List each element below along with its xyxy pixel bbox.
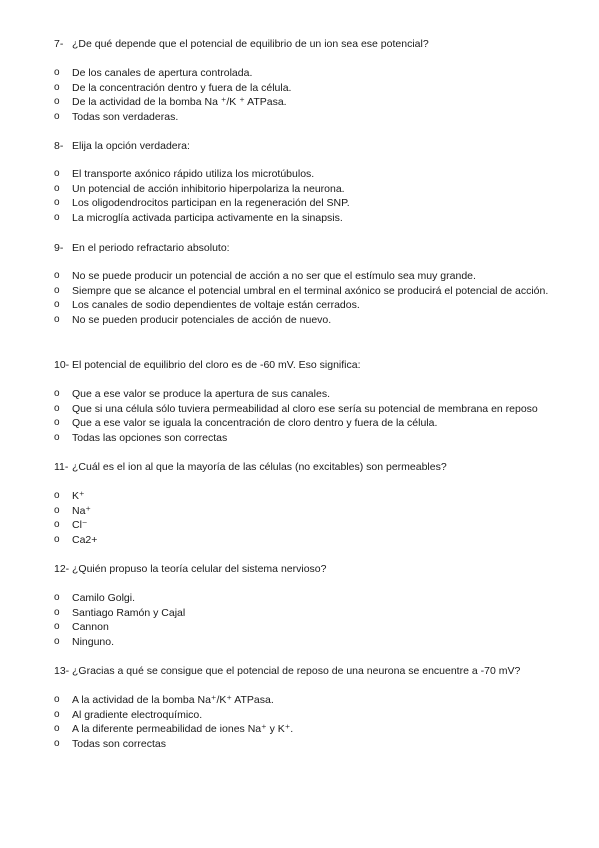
option-item (54, 489, 564, 504)
bullet-icon: o (54, 519, 60, 531)
bullet-icon: o (54, 182, 60, 194)
option-item (54, 591, 564, 606)
option-item (54, 298, 564, 313)
question-11 (54, 460, 564, 474)
option-item (54, 693, 564, 708)
question-number: 8- (54, 140, 64, 152)
option-text: De la actividad de la bomba Na ⁺/K ⁺ ATPasa. (72, 96, 287, 109)
question-number: 7- (54, 38, 64, 50)
option-item (54, 269, 564, 284)
option-text: Ninguno. (72, 635, 115, 648)
option-text: Al gradiente electroquímico. (72, 708, 203, 721)
option-item (54, 387, 564, 402)
option-text: La microglía activada participa activamente en la sinapsis. (72, 211, 343, 224)
bullet-icon: o (54, 67, 60, 78)
bullet-icon: o (54, 490, 60, 501)
option-item (54, 211, 564, 226)
bullet-icon: o (54, 284, 60, 296)
option-text: De los canales de apertura controlada. (72, 67, 253, 79)
option-item (54, 167, 564, 182)
option-item (54, 518, 564, 533)
bullet-icon: o (54, 621, 60, 633)
bullet-icon: o (54, 533, 60, 545)
question-text: ¿Gracias a qué se consigue que el potencial de reposo de una neurona se encuentre a -70 mV? (72, 665, 521, 677)
bullet-icon: o (54, 270, 60, 281)
bullet-icon: o (54, 504, 60, 516)
option-item (54, 402, 564, 417)
option-text: Ca2+ (72, 533, 98, 546)
option-text: A la actividad de la bomba Na⁺/K⁺ ATPasa. (72, 694, 274, 706)
bullet-icon: o (54, 417, 60, 429)
bullet-icon: o (54, 708, 60, 720)
question-9 (54, 241, 564, 255)
question-13 (54, 664, 564, 678)
option-text: Que a ese valor se produce la apertura de sus canales. (72, 388, 330, 400)
bullet-icon: o (54, 431, 60, 443)
option-item (54, 635, 564, 650)
bullet-icon: o (54, 694, 60, 705)
option-item (54, 620, 564, 635)
options-list-8 (54, 167, 564, 225)
question-text: En el periodo refractario absoluto: (72, 242, 230, 254)
option-item (54, 431, 564, 446)
option-text: A la diferente permeabilidad de iones Na⁺ y K⁺. (72, 723, 294, 736)
bullet-icon: o (54, 592, 60, 603)
options-list-7 (54, 66, 564, 124)
bullet-icon: o (54, 402, 60, 414)
question-text: Elija la opción verdadera: (72, 140, 190, 152)
question-7 (54, 37, 564, 51)
question-12 (54, 562, 564, 576)
option-text: Los oligodendrocitos participan en la regeneración del SNP. (72, 197, 350, 210)
question-number: 11- (54, 461, 69, 473)
option-item (54, 110, 564, 125)
option-item (54, 504, 564, 519)
option-item (54, 708, 564, 723)
option-text: Los canales de sodio dependientes de voltaje están cerrados. (72, 299, 360, 312)
bullet-icon: o (54, 211, 60, 223)
options-list-9 (54, 269, 564, 327)
option-item (54, 606, 564, 621)
bullet-icon: o (54, 81, 60, 93)
option-text: Un potencial de acción inhibitorio hiperpolariza la neurona. (72, 182, 345, 195)
question-text: El potencial de equilibrio del cloro es de -60 mV. Eso significa: (72, 359, 361, 371)
option-text: Todas son verdaderas. (72, 110, 179, 123)
option-item (54, 81, 564, 96)
option-text: Cl⁻ (72, 519, 88, 532)
bullet-icon: o (54, 606, 60, 618)
option-item (54, 416, 564, 431)
options-list-12 (54, 591, 564, 649)
option-item (54, 182, 564, 197)
question-number: 12- (54, 563, 70, 575)
option-item (54, 722, 564, 737)
question-number: 13- (54, 665, 70, 677)
option-text: Que si una célula sólo tuviera permeabilidad al cloro ese sería su potencial de membrana en reposo (72, 402, 538, 415)
bullet-icon: o (54, 96, 60, 108)
question-number: 10- (54, 359, 70, 371)
option-text: Que a ese valor se iguala la concentración de cloro dentro y fuera de la célula. (72, 417, 438, 430)
options-list-13 (54, 693, 564, 751)
options-list-11 (54, 489, 564, 547)
bullet-icon: o (54, 299, 60, 311)
option-text: Todas las opciones son correctas (72, 431, 228, 444)
option-text: Cannon (72, 621, 109, 634)
question-number: 9- (54, 242, 64, 254)
option-text: No se pueden producir potenciales de acción de nuevo. (72, 313, 332, 326)
bullet-icon: o (54, 635, 60, 647)
option-text: No se puede producir un potencial de acción a no ser que el estímulo sea muy grande. (72, 270, 476, 282)
option-item (54, 66, 564, 81)
question-8 (54, 139, 564, 153)
bullet-icon: o (54, 110, 60, 122)
option-text: Todas son correctas (72, 737, 166, 750)
option-text: Santiago Ramón y Cajal (72, 606, 186, 619)
option-item (54, 533, 564, 548)
option-item (54, 737, 564, 752)
bullet-icon: o (54, 313, 60, 325)
option-text: Siempre que se alcance el potencial umbral en el terminal axónico se producirá el potencial de acción. (72, 284, 549, 297)
option-item (54, 95, 564, 110)
option-item (54, 196, 564, 211)
question-text: ¿Quién propuso la teoría celular del sistema nervioso? (72, 563, 327, 575)
bullet-icon: o (54, 168, 60, 179)
option-text: El transporte axónico rápido utiliza los microtúbulos. (72, 168, 315, 180)
option-text: Na⁺ (72, 504, 91, 517)
option-text: Camilo Golgi. (72, 592, 136, 604)
option-item (54, 313, 564, 328)
option-item (54, 284, 564, 299)
bullet-icon: o (54, 723, 60, 735)
options-list-10 (54, 387, 564, 445)
question-text: ¿Cuál es el ion al que la mayoría de las células (no excitables) son permeables? (72, 461, 447, 473)
question-text: ¿De qué depende que el potencial de equilibrio de un ion sea ese potencial? (72, 38, 429, 50)
bullet-icon: o (54, 737, 60, 749)
bullet-icon: o (54, 197, 60, 209)
bullet-icon: o (54, 388, 60, 399)
question-10 (54, 358, 564, 372)
option-text: De la concentración dentro y fuera de la célula. (72, 81, 292, 94)
option-text: K⁺ (72, 490, 85, 502)
